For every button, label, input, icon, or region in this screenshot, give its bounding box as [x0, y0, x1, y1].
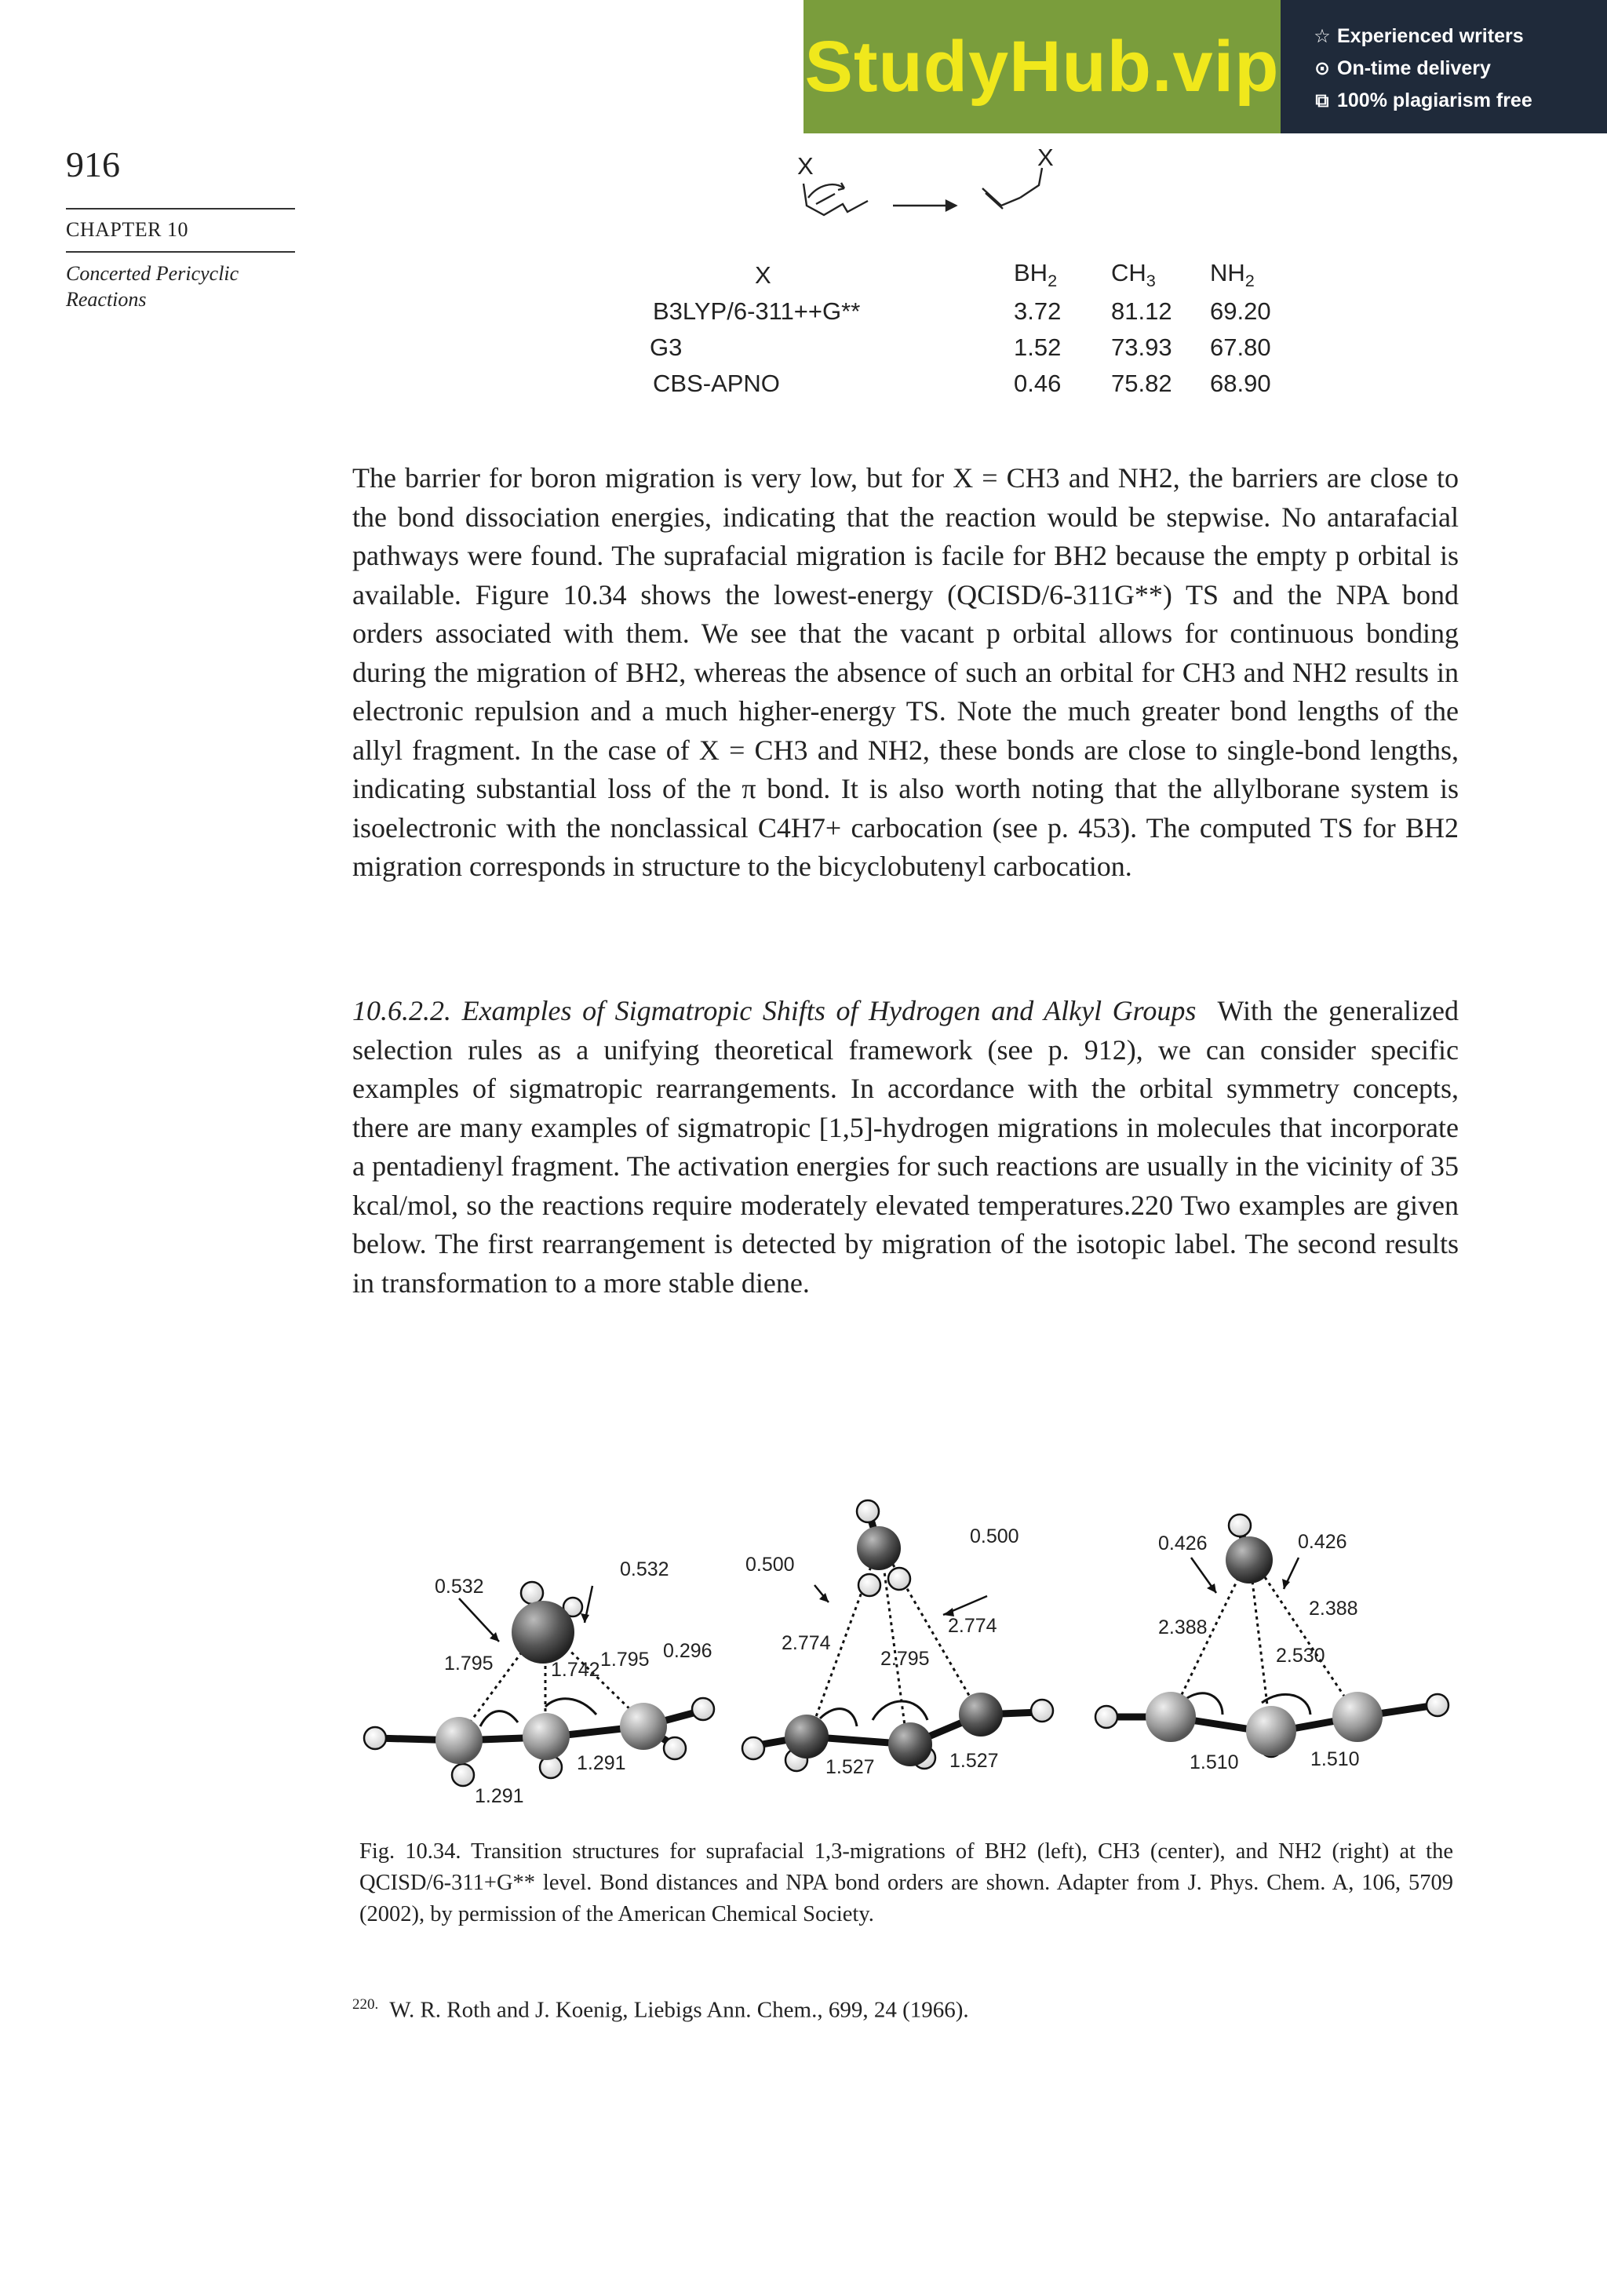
table-row: B3LYP/6-311++G** 3.72 81.12 69.20 — [653, 297, 1271, 325]
feature-experienced-writers: ☆ Experienced writers — [1314, 25, 1524, 47]
curved-arrow — [808, 184, 844, 198]
figure-caption: Fig. 10.34. Transition structures for suprafacial 1,3-migrations of BH2 (left), CH3 (center), and NH2 (right) at the QCISD/6-311+G** level. Bond distances and NPA bond orders are shown. Adapter from J. Phys. Chem. A, 106, 5709 (2002), by permission of the American Chemical Society. — [359, 1839, 1453, 1926]
bond-distance: 2.774 — [948, 1615, 997, 1637]
figure-10-34 — [345, 1436, 1459, 1813]
footnote-text: W. R. Roth and J. Koenig, Liebigs Ann. Chem., 699, 24 (1966). — [389, 1997, 969, 2023]
table-row: G3 1.52 73.93 67.80 — [650, 333, 1271, 361]
bond-distance: 1.795 — [444, 1653, 494, 1675]
x-label-left: X — [797, 152, 814, 180]
table-header-ch3: $CH_3$ — [1111, 259, 1156, 291]
page-number: 916 — [66, 144, 120, 184]
table-header-bh2: $BH_2$ — [1014, 259, 1058, 291]
allyl-right-double — [986, 193, 1003, 209]
nh2-structure — [1095, 1514, 1448, 1773]
bond-distance: 2.388 — [1158, 1616, 1208, 1638]
bond-order: 0.426 — [1158, 1532, 1208, 1554]
table-row: CBS-APNO 0.46 75.82 68.90 — [653, 370, 1271, 397]
bond-distance: 2.530 — [1276, 1645, 1325, 1667]
allyl-inner-line — [816, 194, 835, 204]
bond-distance: 1.742 — [551, 1659, 600, 1681]
table-header-nh2: $NH_2$ — [1210, 259, 1255, 291]
copy-icon: ⧉ — [1315, 89, 1329, 111]
studyhub-banner[interactable] — [804, 0, 1607, 133]
footnote-number: 220. — [352, 1996, 379, 2013]
paragraph-sigmatropic — [352, 992, 1459, 1303]
subsection-heading: 10.6.2.2. Examples of Sigmatropic Shifts of Hydrogen and Alkyl Groups — [352, 995, 1197, 1026]
clock-icon: ⊙ — [1314, 58, 1331, 79]
feature-plagiarism-free: ⧉ 100% plagiarism free — [1281, 85, 1607, 117]
allyl-right — [982, 188, 1020, 206]
ch3-structure — [742, 1500, 1053, 1778]
header-rule-bottom — [66, 251, 295, 253]
bond-order: 0.532 — [620, 1558, 669, 1580]
bond-distance: 1.527 — [825, 1756, 875, 1778]
footnote — [352, 1996, 969, 2024]
bond-order: 0.500 — [745, 1554, 795, 1576]
bh2-structure — [364, 1558, 714, 1807]
bond-distance: 1.527 — [949, 1750, 999, 1772]
bond-distance: 2.774 — [782, 1632, 831, 1654]
migration-scheme — [769, 149, 1122, 243]
logo-text: StudyHub.vip — [804, 26, 1280, 107]
paragraph-barrier: The barrier for boron migration is very low, but for X = CH3 and NH2, the barriers are close to the bond dissociation energies, indicating that the reaction would be stepwise. No antarafacial pathways were found. The suprafacial migration is facile for BH2 because the empty p orbital is available. Figure 10.34 shows the lowest-energy (QCISD/6-311G**) TS and the NPA bond orders associated with them. We see that the vacant p orbital allows for continuous bonding during the migration of BH2, whereas the absence of such an orbital for CH3 and NH2 results in electronic repulsion and a much higher-energy TS. Note the much greater bond lengths of the allyl fragment. In the case of X = CH3 and NH2, these bonds are close to single-bond lengths, indicating substantial loss of the π bond. It is also worth noting that the allylborane system is isoelectronic with the nonclassical C4H7+ carbocation (see p. 453). The computed TS for BH2 migration corresponds in structure to the bicyclobutenyl carbocation. — [352, 462, 1459, 882]
bond-distance: 1.291 — [475, 1785, 524, 1807]
feature-on-time-delivery: ⊙ On-time delivery — [1314, 57, 1491, 79]
table-header-x: X — [755, 261, 771, 289]
banner-features — [1281, 0, 1607, 133]
bond-distance: 1.510 — [1310, 1748, 1360, 1770]
reaction-arrow-head — [946, 201, 956, 210]
chapter-label: CHAPTER 10 — [66, 218, 188, 241]
energy-table — [643, 257, 1288, 402]
bond-order: 0.296 — [663, 1640, 712, 1662]
bond-distance: 1.795 — [600, 1649, 650, 1671]
bond-distance: 1.291 — [577, 1752, 626, 1774]
paragraph-sigmatropic-body: With the generalized selection rules as a unifying theoretical framework (see p. 912), we can consider specific examples of sigmatropic rearrangements. In accordance with the orbital symmetry concepts, there are many examples of sigmatropic [1,5]-hydrogen migrations in molecules that incorporate a pentadienyl fragment. The activation energies for such reactions are usually in the vicinity of 35 kcal/mol, so the reactions require moderately elevated temperatures.220 Two examples are given below. The first rearrangement is detected by migration of the isotopic label. The second results in transformation to a more stable diene. — [352, 995, 1459, 1299]
bond-order: 0.500 — [970, 1525, 1019, 1547]
section-title: Concerted Pericyclic Reactions — [66, 262, 239, 311]
bond-order: 0.532 — [435, 1576, 484, 1598]
allyl-left — [804, 184, 868, 215]
header-rule-top — [66, 208, 295, 210]
bond-distance: 2.388 — [1309, 1598, 1358, 1620]
studyhub-logo[interactable] — [804, 0, 1281, 133]
bond-distance: 2.795 — [880, 1648, 930, 1670]
allyl-right-tail — [1020, 168, 1042, 198]
bond-order: 0.426 — [1298, 1531, 1347, 1553]
x-label-right: X — [1037, 149, 1054, 171]
table-header-row — [643, 257, 1288, 293]
star-icon: ☆ — [1314, 26, 1331, 47]
bond-distance: 1.510 — [1190, 1751, 1239, 1773]
